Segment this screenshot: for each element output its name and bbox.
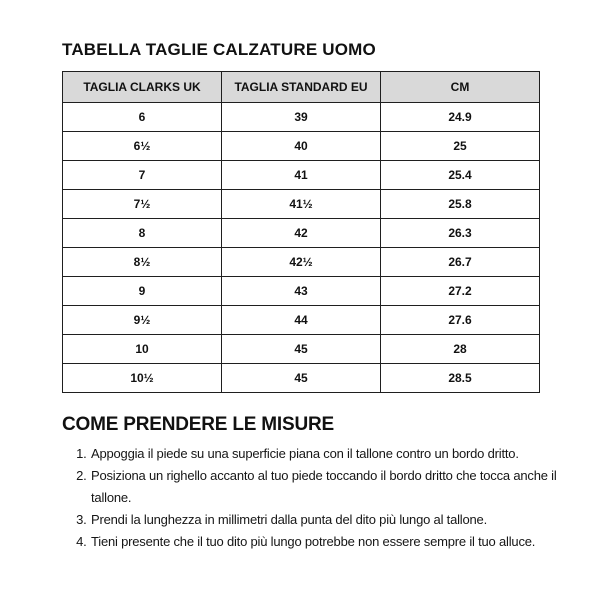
table-cell: 27.2 xyxy=(381,277,540,306)
table-cell: 43 xyxy=(222,277,381,306)
table-cell: 6½ xyxy=(63,132,222,161)
table-cell: 7 xyxy=(63,161,222,190)
column-header: CM xyxy=(381,72,540,103)
table-cell: 10½ xyxy=(63,364,222,393)
table-cell: 26.3 xyxy=(381,219,540,248)
size-table-header-row xyxy=(63,72,540,103)
table-cell: 41½ xyxy=(222,190,381,219)
table-cell: 9 xyxy=(63,277,222,306)
table-cell: 28 xyxy=(381,335,540,364)
table-row xyxy=(63,277,540,306)
table-cell: 25.8 xyxy=(381,190,540,219)
instruction-item: 4. Tieni presente che il tuo dito più lungo potrebbe non essere sempre il tuo alluce. xyxy=(90,531,560,553)
table-cell: 10 xyxy=(63,335,222,364)
instruction-item: 1. Appoggia il piede su una superficie piana con il tallone contro un bordo dritto. xyxy=(90,443,560,465)
table-row xyxy=(63,364,540,393)
table-row xyxy=(63,335,540,364)
table-row xyxy=(63,161,540,190)
table-cell: 8 xyxy=(63,219,222,248)
instruction-item: 3. Prendi la lunghezza in millimetri dalla punta del dito più lungo al tallone. xyxy=(90,509,560,531)
instruction-item: 2. Posiziona un righello accanto al tuo piede toccando il bordo dritto che tocca anche il tallone. xyxy=(90,465,560,509)
table-row xyxy=(63,132,540,161)
table-cell: 28.5 xyxy=(381,364,540,393)
table-cell: 45 xyxy=(222,335,381,364)
table-cell: 25.4 xyxy=(381,161,540,190)
table-cell: 9½ xyxy=(63,306,222,335)
table-cell: 42 xyxy=(222,219,381,248)
column-header: TAGLIA STANDARD EU xyxy=(222,72,381,103)
column-header: TAGLIA CLARKS UK xyxy=(63,72,222,103)
table-row xyxy=(63,248,540,277)
size-table xyxy=(62,71,540,393)
table-cell: 41 xyxy=(222,161,381,190)
instructions-list xyxy=(62,443,560,553)
table-cell: 39 xyxy=(222,103,381,132)
table-row xyxy=(63,103,540,132)
table-cell: 26.7 xyxy=(381,248,540,277)
table-cell: 25 xyxy=(381,132,540,161)
table-cell: 7½ xyxy=(63,190,222,219)
page-title: TABELLA TAGLIE CALZATURE UOMO xyxy=(62,40,376,59)
table-cell: 8½ xyxy=(63,248,222,277)
table-cell: 45 xyxy=(222,364,381,393)
table-cell: 42½ xyxy=(222,248,381,277)
instructions-heading: COME PRENDERE LE MISURE xyxy=(62,414,334,435)
table-cell: 24.9 xyxy=(381,103,540,132)
table-cell: 44 xyxy=(222,306,381,335)
table-row xyxy=(63,190,540,219)
table-cell: 27.6 xyxy=(381,306,540,335)
table-row xyxy=(63,306,540,335)
table-row xyxy=(63,219,540,248)
table-cell: 40 xyxy=(222,132,381,161)
table-cell: 6 xyxy=(63,103,222,132)
